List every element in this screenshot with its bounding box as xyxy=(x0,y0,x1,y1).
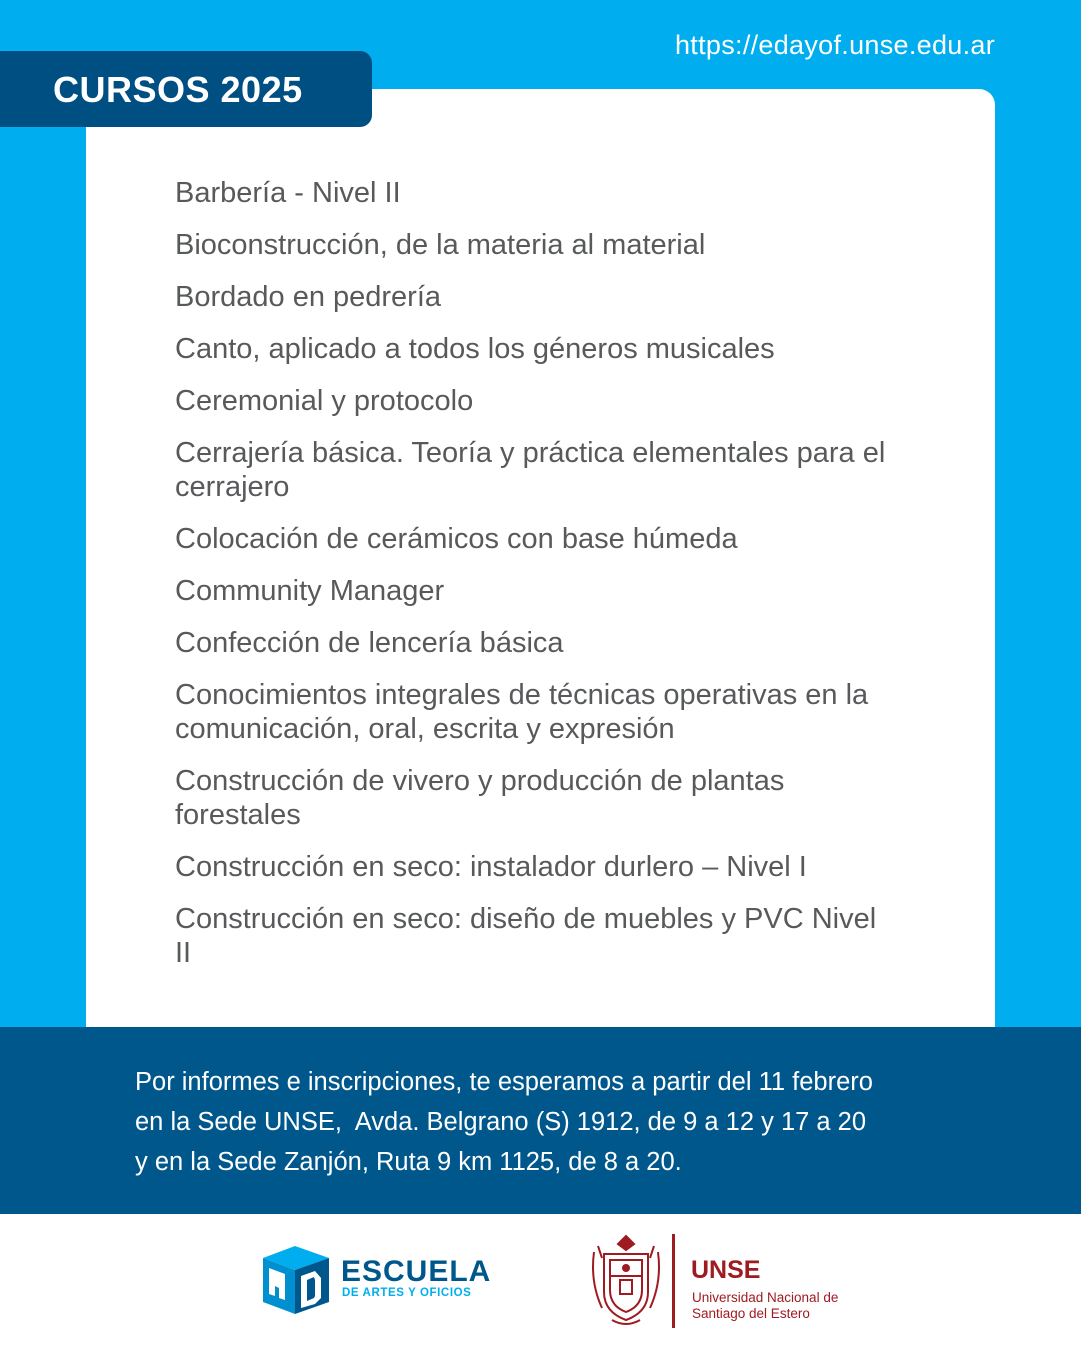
course-item: Barbería - Nivel II xyxy=(175,177,401,209)
course-item: Bioconstrucción, de la materia al material xyxy=(175,229,706,261)
course-item: Colocación de cerámicos con base húmeda xyxy=(175,523,738,555)
course-item: Ceremonial y protocolo xyxy=(175,385,474,417)
title-banner xyxy=(0,51,372,127)
unse-name: UNSE xyxy=(691,1256,761,1284)
course-item: Conocimientos integrales de técnicas operativas en la comunicación, oral, escrita y expresión xyxy=(175,679,869,745)
school-subtitle: DE ARTES Y OFICIOS xyxy=(342,1287,472,1299)
course-item: Confección de lencería básica xyxy=(175,627,564,659)
footer xyxy=(0,1214,1081,1351)
coat-of-arms-icon xyxy=(590,1232,662,1330)
course-item: Construcción en seco: instalador durlero – Nivel I xyxy=(175,851,807,883)
course-item: Canto, aplicado a todos los géneros musicales xyxy=(175,333,775,365)
page-title: CURSOS 2025 xyxy=(53,69,303,110)
course-item: Cerrajería básica. Teoría y práctica elementales para el cerrajero xyxy=(175,437,886,503)
info-band xyxy=(0,1027,1081,1214)
course-item: Construcción de vivero y producción de plantas forestales xyxy=(175,765,785,831)
course-list xyxy=(175,176,895,988)
website-url[interactable]: https://edayof.unse.edu.ar xyxy=(674,30,995,60)
unse-full-name: Universidad Nacional de Santiago del Estero xyxy=(692,1290,839,1321)
school-name: ESCUELA xyxy=(341,1255,492,1288)
registration-info: Por informes e inscripciones, te esperamos a partir del 11 febrero en la Sede UNSE, Avda. Belgrano (S) 1912, de 9 a 12 y 17 a 20 y en la Sede Zanjón, Ruta 9 km 1125, de 8 a 20. xyxy=(135,1068,873,1176)
course-item: Community Manager xyxy=(175,575,445,607)
course-item: Construcción en seco: diseño de muebles y PVC Nivel II xyxy=(175,903,877,969)
course-item: Bordado en pedrería xyxy=(175,281,442,313)
box-logo-icon xyxy=(255,1240,337,1316)
logo-divider xyxy=(672,1234,675,1328)
